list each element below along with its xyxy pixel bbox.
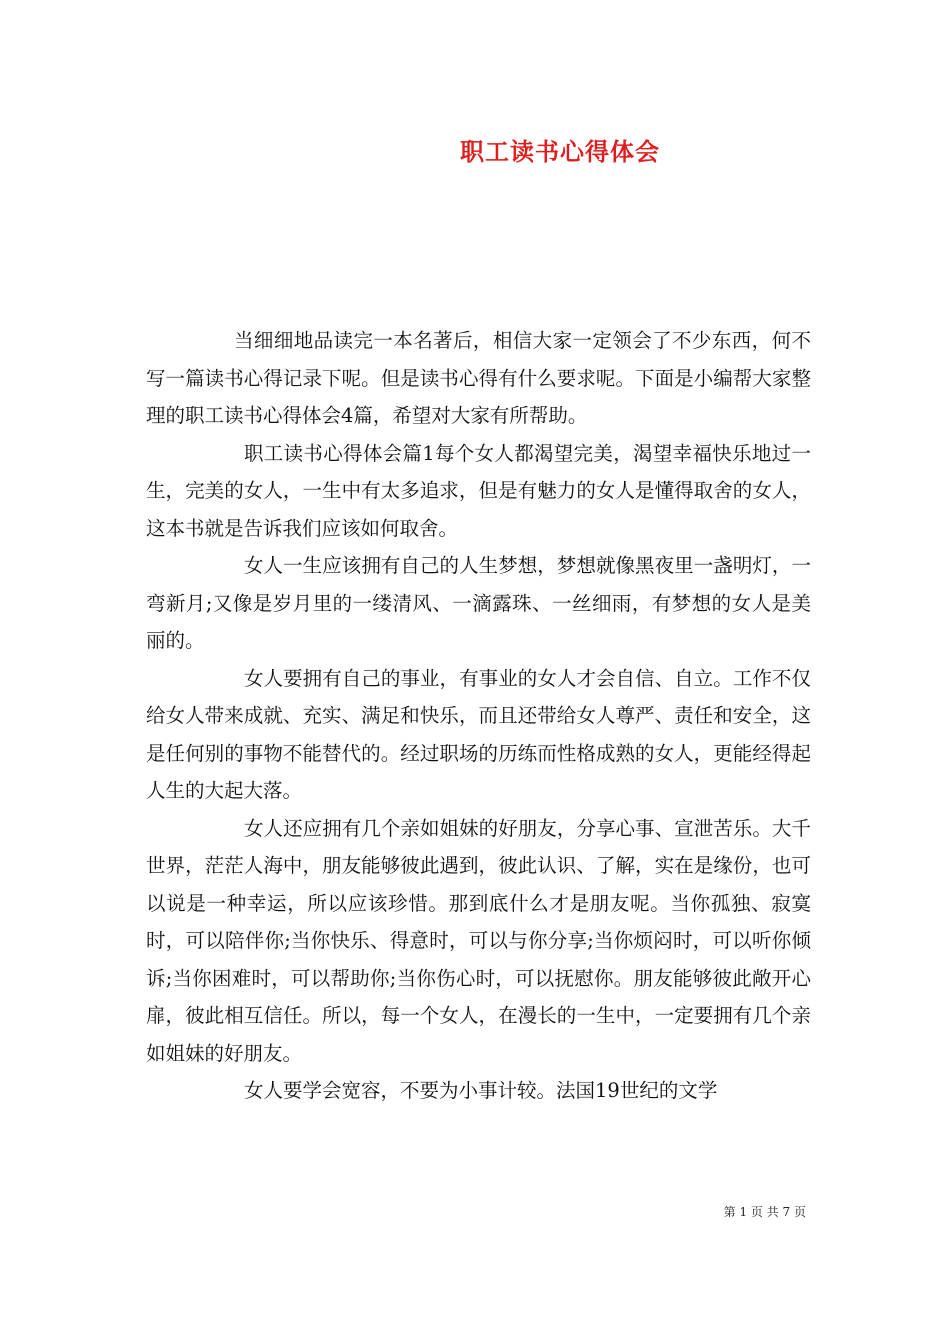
- paragraph-friends: 女人还应拥有几个亲如姐妹的好朋友，分享心事、宣泄苦乐。大千世界，茫茫人海中，朋友能够彼此遇到，彼此认识、了解，实在是缘份，也可以说是一种幸运，所以应该珍惜。那到底什么才是朋友呢。当你孤独、寂寞时，可以陪伴你;当你快乐、得意时，可以与你分享;当你烦闷时，可以听你倾诉;当你困难时，可以帮助你;当你伤心时，可以抚慰你。朋友能够彼此敞开心扉，彼此相互信任。所以，每一个女人，在漫长的一生中，一定要拥有几个亲如姐妹的好朋友。: [146, 816, 811, 1065]
- paragraph-article-1: 职工读书心得体会篇1每个女人都渴望完美，渴望幸福快乐地过一生，完美的女人，一生中有太多追求，但是有魅力的女人是懂得取舍的女人，这本书就是告诉我们应该如何取舍。: [146, 441, 811, 540]
- paragraph-tolerance: 女人要学会宽容，不要为小事计较。法国19世纪的文学: [244, 1079, 718, 1102]
- paragraph-dream: 女人一生应该拥有自己的人生梦想，梦想就像黑夜里一盏明灯，一弯新月;又像是岁月里的一缕清风、一滴露珠、一丝细雨，有梦想的女人是美丽的。: [146, 554, 811, 652]
- paragraph-intro: 当细细地品读完一本名著后，相信大家一定领会了不少东西，何不写一篇读书心得记录下呢。但是读书心得有什么要求呢。下面是小编帮大家整理的职工读书心得体会4篇，希望对大家有所帮助。: [146, 329, 811, 427]
- document-body: [146, 322, 811, 1110]
- page-number-footer: 第 1 页 共 7 页: [723, 1205, 806, 1219]
- paragraph-career: 女人要拥有自己的事业，有事业的女人才会自信、自立。工作不仅给女人带来成就、充实、满足和快乐，而且还带给女人尊严、责任和安全，这是任何别的事物不能替代的。经过职场的历练而性格成熟的女人，更能经得起人生的大起大落。: [146, 666, 811, 802]
- document-title: 职工读书心得体会: [460, 137, 660, 166]
